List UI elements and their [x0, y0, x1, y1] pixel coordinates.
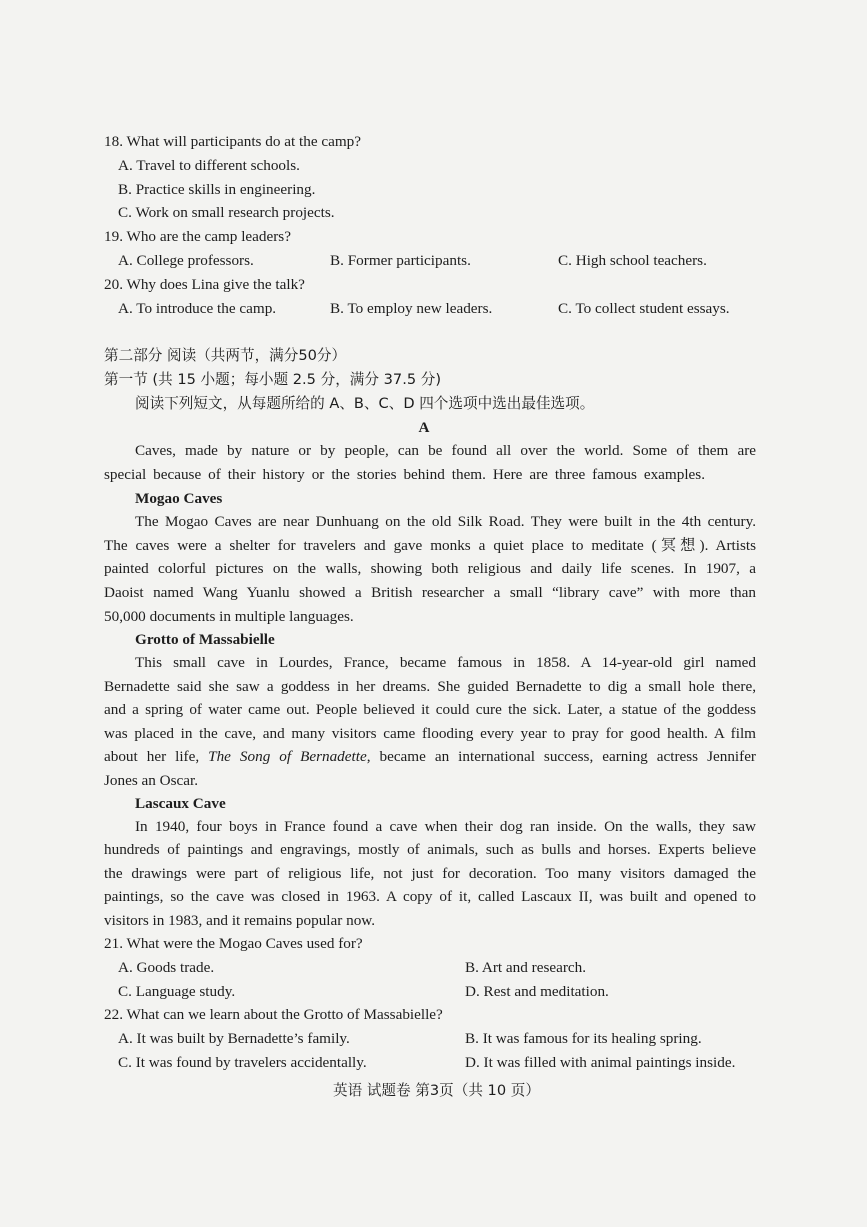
- question-20: 20. Why does Lina give the talk?: [104, 276, 305, 293]
- grotto-line-6: Jones an Oscar.: [104, 772, 199, 789]
- q18-option-a: A. Travel to different schools.: [118, 157, 300, 174]
- question-19: 19. Who are the camp leaders?: [104, 228, 291, 245]
- intro-line-1: Caves, made by nature or by people, can be found all over the world. Some of them are: [135, 442, 756, 459]
- mogao-heading: Mogao Caves: [135, 490, 223, 507]
- lascaux-line-2: hundreds of paintings and engravings, mostly of animals, such as bulls and horses. Experts believe: [104, 841, 756, 858]
- lascaux-line-4: paintings, so the cave was closed in 1963. A copy of it, called Lascaux II, was built and opened to: [104, 888, 756, 905]
- q22-option-a: A. It was built by Bernadette’s family.: [118, 1030, 350, 1047]
- grotto-line-4: was placed in the cave, and many visitors came flooding every year to pray for good health. A film: [104, 725, 756, 742]
- q18-option-c: C. Work on small research projects.: [118, 204, 335, 221]
- section-title: 第一节 (共 15 小题；每小题 2.5 分，满分 37.5 分): [104, 371, 442, 388]
- grotto-line-1: This small cave in Lourdes, France, became famous in 1858. A 14-year-old girl named: [135, 654, 756, 671]
- q19-option-a: A. College professors.: [118, 252, 254, 269]
- grotto-line-3: and a spring of water came out. People believed it could cure the sick. Later, a statue of the goddess: [104, 701, 756, 718]
- mogao-line-1: The Mogao Caves are near Dunhuang on the old Silk Road. They were built in the 4th century.: [135, 513, 756, 530]
- film-title: The Song of Bernadette: [208, 748, 367, 765]
- grotto-heading: Grotto of Massabielle: [135, 631, 275, 648]
- q21-option-b: B. Art and research.: [465, 959, 587, 976]
- mogao-line-4: Daoist named Wang Yuanlu showed a British researcher a small “library cave” with more than: [104, 584, 756, 601]
- lascaux-line-5: visitors in 1983, and it remains popular now.: [104, 912, 376, 929]
- question-18: 18. What will participants do at the camp?: [104, 133, 361, 150]
- passage-letter: A: [418, 419, 430, 436]
- q19-option-c: C. High school teachers.: [558, 252, 707, 269]
- lascaux-line-1: In 1940, four boys in France found a cave when their dog ran inside. On the walls, they saw: [135, 818, 756, 835]
- q22-option-b: B. It was famous for its healing spring.: [465, 1030, 702, 1047]
- q19-option-b: B. Former participants.: [330, 252, 471, 269]
- q21-option-d: D. Rest and meditation.: [465, 983, 609, 1000]
- grotto-line-2: Bernadette said she saw a goddess in her dreams. She guided Bernadette to dig a small hole there,: [104, 678, 756, 695]
- question-21: 21. What were the Mogao Caves used for?: [104, 935, 363, 952]
- q20-option-c: C. To collect student essays.: [558, 300, 730, 317]
- intro-line-2: special because of their history or the stories behind them. Here are three famous examples.: [104, 466, 705, 483]
- q21-option-c: C. Language study.: [118, 983, 236, 1000]
- mogao-line-2: The caves were a shelter for travelers and gave monks a quiet place to meditate (冥想). Artists: [104, 537, 756, 554]
- instruction: 阅读下列短文，从每题所给的 A、B、C、D 四个选项中选出最佳选项。: [135, 395, 595, 412]
- page-footer: 英语 试题卷 第3页（共 10 页）: [333, 1082, 540, 1099]
- question-22: 22. What can we learn about the Grotto of Massabielle?: [104, 1006, 443, 1023]
- q22-option-c: C. It was found by travelers accidentally.: [118, 1054, 367, 1071]
- lascaux-heading: Lascaux Cave: [135, 795, 226, 812]
- q20-option-a: A. To introduce the camp.: [118, 300, 277, 317]
- q21-option-a: A. Goods trade.: [118, 959, 215, 976]
- q18-option-b: B. Practice skills in engineering.: [118, 181, 316, 198]
- part-title: 第二部分 阅读（共两节，满分50分）: [104, 347, 347, 364]
- mogao-line-3: painted colorful pictures on the walls, showing both religious and daily life scenes. In 1907, a: [104, 560, 756, 577]
- q22-option-d: D. It was filled with animal paintings inside.: [465, 1054, 736, 1071]
- q20-option-b: B. To employ new leaders.: [330, 300, 493, 317]
- grotto-line-5: about her life, The Song of Bernadette, became an international success, earning actress Jennifer: [104, 748, 756, 765]
- mogao-line-5: 50,000 documents in multiple languages.: [104, 608, 354, 625]
- lascaux-line-3: the drawings were part of religious life, not just for decoration. Too many visitors damaged the: [104, 865, 756, 882]
